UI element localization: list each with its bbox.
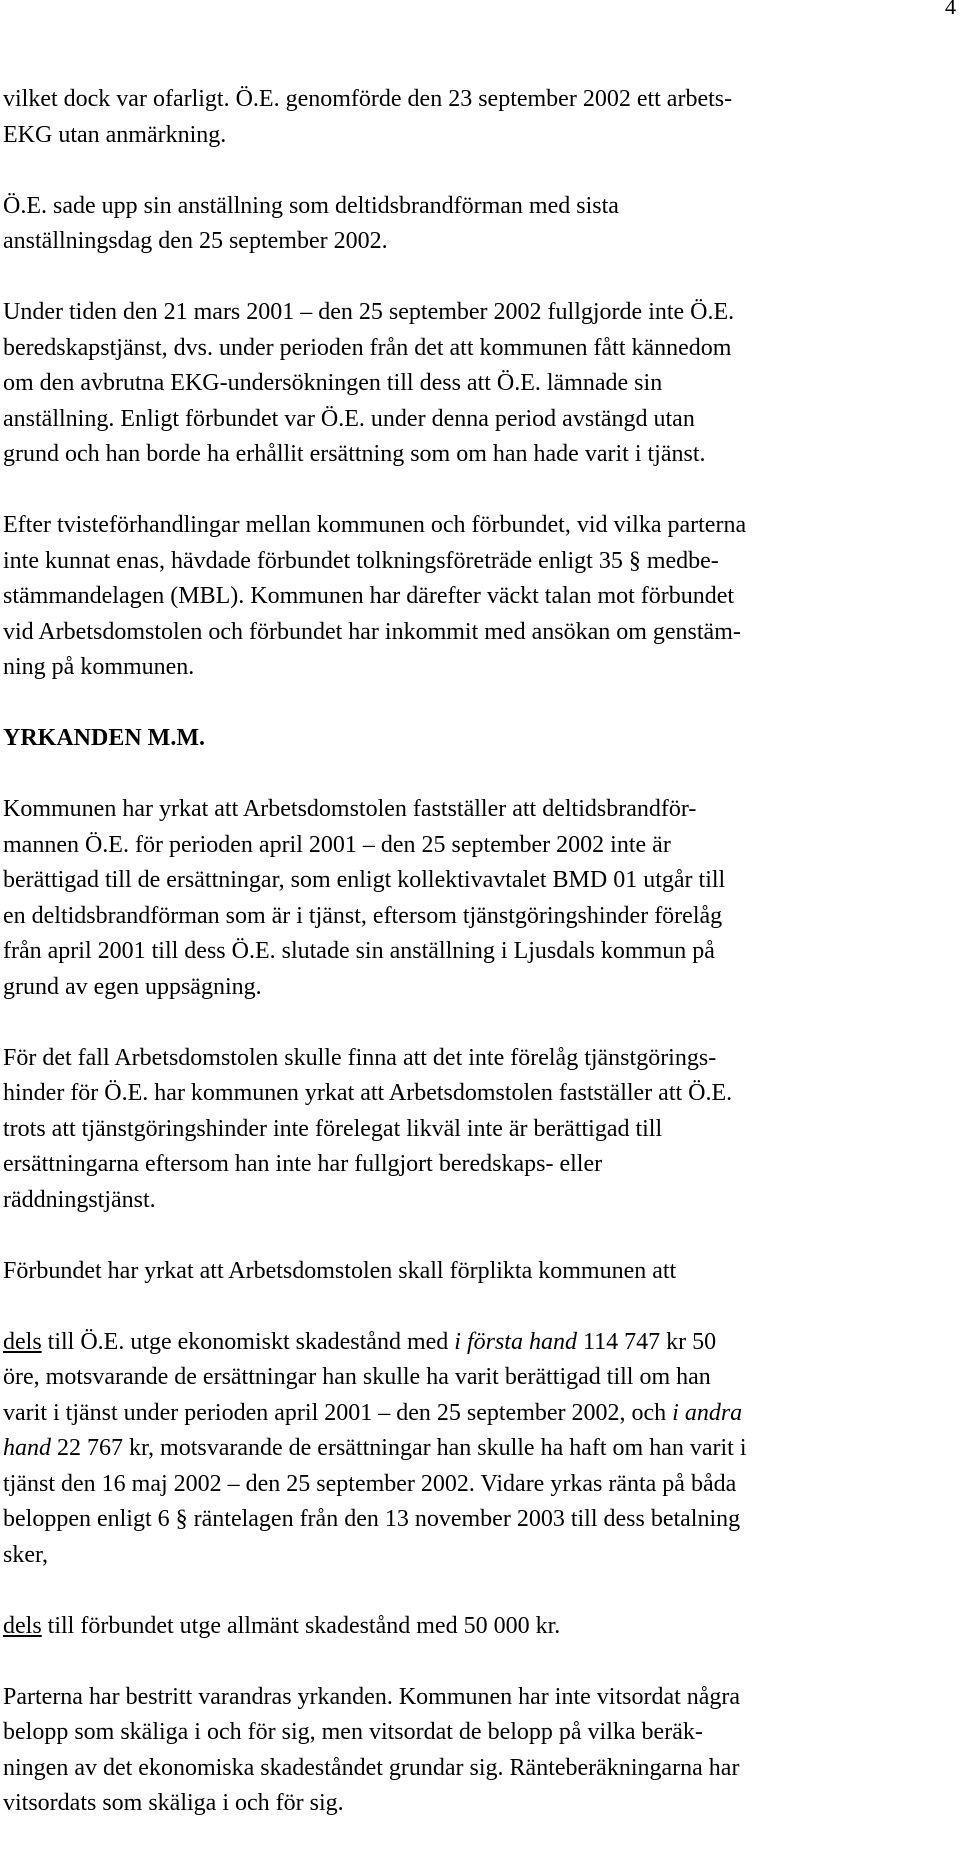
text-line: mannen Ö.E. för perioden april 2001 – den 25 september 2002 inte är [3, 831, 671, 858]
text-line [3, 1396, 955, 1432]
document-body [3, 82, 955, 1857]
text-line: vilket dock var ofarligt. Ö.E. genomförde den 23 september 2002 ett arbets- [3, 86, 733, 112]
text-line: beredskapstjänst, dvs. under perioden från det att kommunen fått kännedom [3, 334, 732, 361]
paragraph-service-period [3, 295, 955, 473]
text-line: räddningstjänst. [3, 1186, 156, 1213]
text-line: ningen av det ekonomiska skadeståndet grundar sig. Ränteberäkningarna har [3, 1754, 740, 1781]
text-line: hinder för Ö.E. har kommunen yrkat att Arbetsdomstolen fastställer att Ö.E. [3, 1080, 733, 1106]
dels-underlined: dels [3, 1328, 42, 1355]
text-line: grund och han borde ha erhållit ersättning som om han hade varit i tjänst. [3, 441, 706, 467]
text-line: trots att tjänstgöringshinder inte förelegat likväl inte är berättigad till [3, 1115, 663, 1142]
text-segment: varit i tjänst under perioden april 2001 – den 25 september 2002, och [3, 1399, 673, 1426]
section-heading: YRKANDEN M.M. [3, 725, 205, 751]
text-line: grund av egen uppsägning. [3, 973, 262, 1000]
text-line: Förbundet har yrkat att Arbetsdomstolen skall förplikta kommunen att [3, 1257, 677, 1284]
text-line: ersättningarna eftersom han inte har fullgjort beredskaps- eller [3, 1151, 603, 1177]
paragraph-alternative-claim [3, 1041, 955, 1219]
paragraph-negotiations [3, 508, 955, 686]
text-line: För det fall Arbetsdomstolen skulle finna att det inte förelåg tjänstgörings- [3, 1044, 717, 1071]
text-line: anställning. Enligt förbundet var Ö.E. under denna period avstängd utan [3, 405, 695, 432]
text-line [3, 1609, 955, 1645]
text-line: EKG utan anmärkning. [3, 121, 227, 148]
text-segment: till Ö.E. utge ekonomiskt skadestånd med [41, 1328, 455, 1355]
paragraph-ekg-result [3, 82, 955, 153]
text-line: vid Arbetsdomstolen och förbundet har inkommit med ansökan om genstäm- [3, 618, 741, 645]
page-number: 4 [945, 0, 956, 19]
text-line [3, 1325, 955, 1361]
text-line: sker, [3, 1541, 49, 1568]
text-line: Ö.E. sade upp sin anställning som deltidsbrandförman med sista [3, 192, 619, 219]
text-line: om den avbrutna EKG-undersökningen till dess att Ö.E. lämnade sin [3, 370, 663, 396]
text-segment: 22 767 kr, motsvarande de ersättningar han skulle ha haft om han varit i [51, 1435, 747, 1461]
text-line: Efter tvisteförhandlingar mellan kommunen och förbundet, vid vilka parterna [3, 512, 747, 538]
text-segment: 114 747 kr 50 [576, 1328, 717, 1355]
text-line: Under tiden den 21 mars 2001 – den 25 september 2002 fullgjorde inte Ö.E. [3, 299, 735, 325]
paragraph-municipality-claim [3, 792, 955, 1005]
paragraph-disputed-claims [3, 1680, 955, 1822]
dels-underlined: dels [3, 1612, 42, 1639]
paragraph-resignation [3, 189, 955, 260]
italic-text: i andra [672, 1399, 743, 1426]
italic-text: i första hand [454, 1328, 577, 1355]
text-line: från april 2001 till dess Ö.E. slutade sin anställning i Ljusdals kommun på [3, 938, 715, 964]
text-line: inte kunnat enas, hävdade förbundet tolkningsföreträde enligt 35 § medbe- [3, 547, 719, 574]
paragraph-union-claim [3, 1254, 955, 1290]
text-line: Kommunen har yrkat att Arbetsdomstolen fastställer att deltidsbrandför- [3, 796, 697, 822]
text-line [3, 1431, 955, 1467]
text-line: öre, motsvarande de ersättningar han skulle ha varit berättigad till om han [3, 1364, 711, 1390]
text-line: beloppen enligt 6 § räntelagen från den 13 november 2003 till dess betalning [3, 1506, 741, 1532]
text-line: Parterna har bestritt varandras yrkanden. Kommunen har inte vitsordat några [3, 1683, 741, 1710]
text-line: tjänst den 16 maj 2002 – den 25 september 2002. Vidare yrkas ränta på båda [3, 1470, 737, 1497]
text-line: berättigad till de ersättningar, som enligt kollektivavtalet BMD 01 utgår till [3, 867, 726, 893]
italic-text: hand [3, 1435, 51, 1461]
text-segment: till förbundet utge allmänt skadestånd med 50 000 kr. [41, 1612, 561, 1639]
text-line: vitsordats som skäliga i och för sig. [3, 1790, 344, 1816]
text-line: belopp som skäliga i och för sig, men vitsordat de belopp på vilka beräk- [3, 1719, 703, 1745]
text-line: stämmandelagen (MBL). Kommunen har därefter väckt talan mot förbundet [3, 583, 735, 609]
text-line: en deltidsbrandförman som är i tjänst, eftersom tjänstgöringshinder förelåg [3, 902, 723, 929]
paragraph-dels-general-damages [3, 1609, 955, 1645]
paragraph-dels-damages [3, 1325, 955, 1574]
text-line: anställningsdag den 25 september 2002. [3, 228, 388, 254]
text-line: ning på kommunen. [3, 654, 195, 680]
